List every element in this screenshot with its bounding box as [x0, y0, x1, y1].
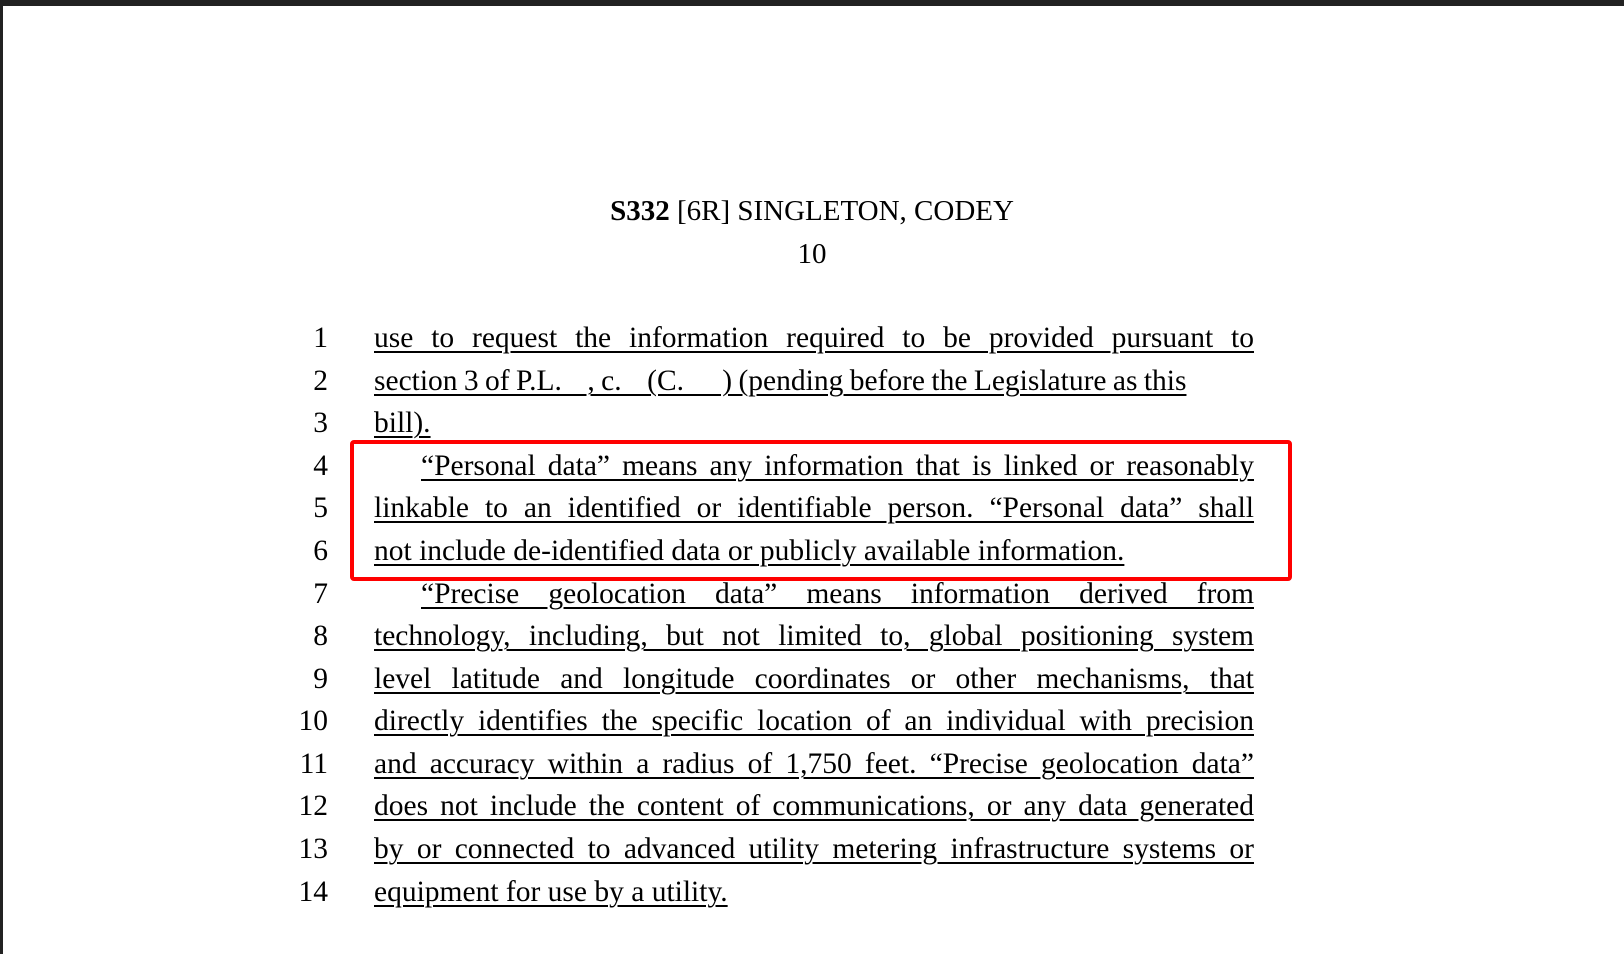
line-text: level latitude and longitude coordinates or other mechanisms, that — [374, 663, 1254, 695]
line-number: 8 — [313, 620, 328, 652]
line-number: 4 — [313, 450, 328, 482]
text-line — [0, 578, 1624, 621]
text-line — [0, 705, 1624, 748]
text-line — [0, 365, 1624, 408]
line-number: 11 — [299, 748, 328, 780]
text-line — [0, 535, 1624, 578]
bill-sponsors: [6R] SINGLETON, CODEY — [669, 195, 1014, 227]
line-number: 5 — [313, 492, 328, 524]
line-text: use to request the information required to be provided pursuant to — [374, 322, 1254, 354]
line-number: 2 — [313, 365, 328, 397]
line-number: 3 — [313, 407, 328, 439]
line-text: bill). — [374, 407, 431, 439]
bill-id: S332 — [610, 195, 670, 227]
line-number: 1 — [313, 322, 328, 354]
text-line — [0, 407, 1624, 450]
line-number: 14 — [298, 876, 328, 908]
line-number: 12 — [298, 790, 328, 822]
text-line — [0, 790, 1624, 833]
line-text: technology, including, but not limited to, global positioning system — [374, 620, 1254, 652]
line-text: “Precise geolocation data” means information derived from — [421, 578, 1254, 610]
text-line — [0, 833, 1624, 876]
bill-header — [0, 195, 1624, 228]
text-line — [0, 492, 1624, 535]
line-number: 9 — [313, 663, 328, 695]
line-number: 7 — [313, 578, 328, 610]
line-number: 10 — [298, 705, 328, 737]
text-line — [0, 663, 1624, 706]
text-line — [0, 322, 1624, 365]
text-line — [0, 876, 1624, 919]
line-text: does not include the content of communications, or any data generated — [374, 790, 1254, 822]
line-text: “Personal data” means any information that is linked or reasonably — [421, 450, 1254, 482]
line-number: 13 — [298, 833, 328, 865]
line-text: linkable to an identified or identifiable person. “Personal data” shall — [374, 492, 1254, 524]
text-line — [0, 450, 1624, 493]
text-line — [0, 748, 1624, 791]
page-number: 10 — [797, 238, 827, 270]
line-text: section 3 of P.L. , c. (C. ) (pending before the Legislature as this — [374, 365, 1187, 397]
line-text: and accuracy within a radius of 1,750 feet. “Precise geolocation data” — [374, 748, 1254, 780]
line-text: not include de-identified data or publicly available information. — [374, 535, 1125, 567]
line-text: directly identifies the specific location of an individual with precision — [374, 705, 1254, 737]
line-number: 6 — [313, 535, 328, 567]
line-text: equipment for use by a utility. — [374, 876, 728, 908]
text-line — [0, 620, 1624, 663]
line-text: by or connected to advanced utility metering infrastructure systems or — [374, 833, 1254, 865]
